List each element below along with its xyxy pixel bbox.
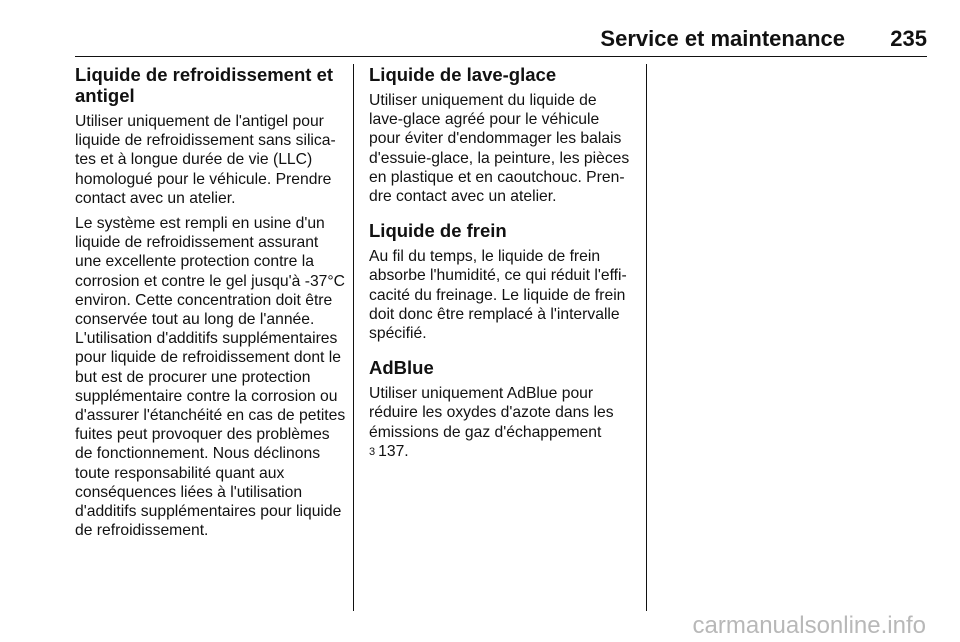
washer-fluid-paragraph: Utiliser uniquement du liquide de lave-glace agréé pour le véhicule pour éviter d'endommager les balais d'essuie-glace, la peinture, les pièces en plastique et en caoutchouc. Prendre contact avec un atelier. — [369, 92, 630, 206]
column-divider-left — [353, 64, 354, 611]
section-title: Service et maintenance — [600, 26, 845, 51]
adblue-heading: AdBlue — [369, 357, 434, 379]
page-header — [75, 22, 927, 58]
adblue-paragraph — [369, 384, 633, 462]
coolant-heading: Liquide de refroidissement et antigel — [75, 64, 334, 106]
adblue-text: Utiliser uniquement AdBlue pour réduire les oxydes d'azote dans les émissions de gaz d'échappement — [369, 385, 614, 441]
header-rule — [75, 56, 927, 57]
column-divider-right — [646, 64, 647, 611]
page-number: 235 — [890, 26, 927, 51]
page-reference-link[interactable]: 137. — [378, 442, 409, 460]
column-middle — [369, 64, 633, 468]
coolant-paragraph-1: Utiliser uniquement de l'antigel pour liquide de refroidissement sans silicates et à longue durée de vie (LLC) homologué pour le véhicule. Prendre contact avec un atelier. — [75, 113, 336, 207]
brake-fluid-heading: Liquide de frein — [369, 220, 507, 242]
washer-fluid-heading: Liquide de lave-glace — [369, 64, 557, 85]
coolant-paragraph-2: Le système est rempli en usine d'un liquide de refroidissement assurant une excellente protection contre la corrosion et contre le gel jusqu'à -37°C environ. Cette concentration doit être conservée tout au long de l'année. L'utilisation d'additifs supplémentaires pour liquide de refroidissement dont le but est de procurer une protection supplémentaire contre la corrosion ou d'assurer l'étanchéité en cas de petites fuites peut provoquer des problèmes de fonctionnement. Nous déclinons toute responsabilité quant aux conséquences liées à l'utilisation d'additifs supplémentaires pour liquide de refroidissement. — [75, 215, 346, 540]
watermark: carmanualsonline.info — [692, 612, 926, 639]
page-reference-icon: 3 — [369, 445, 376, 458]
column-left — [75, 64, 347, 546]
brake-fluid-paragraph: Au fil du temps, le liquide de frein absorbe l'humidité, ce qui réduit l'efficacité du freinage. Le liquide de frein doit donc être remplacé à l'intervalle spécifié. — [369, 248, 627, 343]
